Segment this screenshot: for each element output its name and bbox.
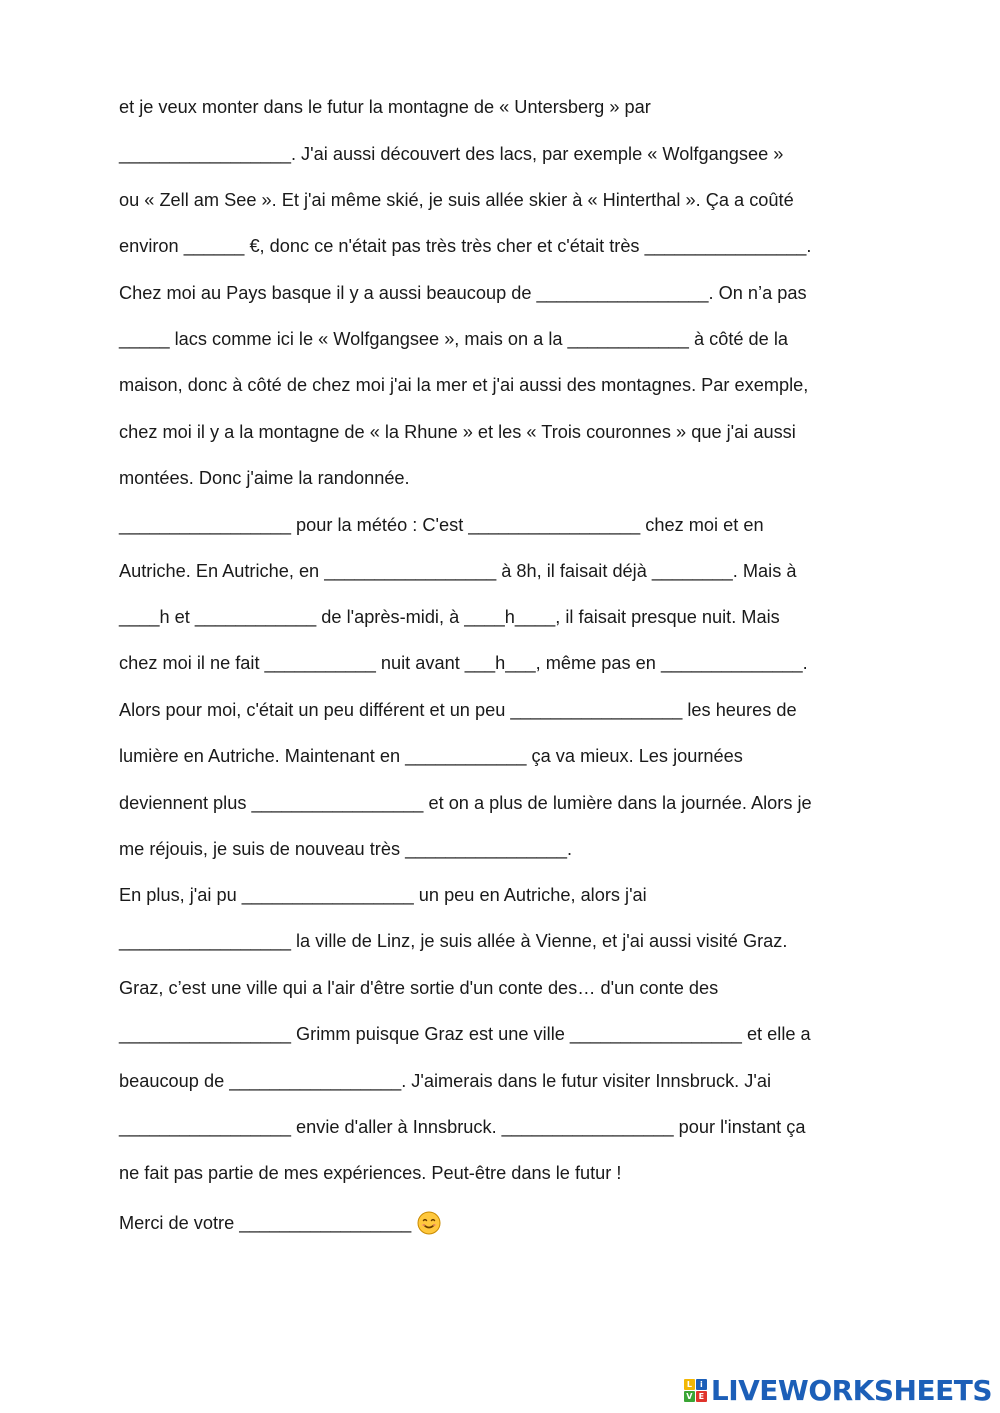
text-line: deviennent plus _________________ et on a plus de lumière dans la journée. Alors je <box>119 793 812 813</box>
text-line: chez moi il y a la montagne de « la Rhune » et les « Trois couronnes » que j'ai aussi <box>119 422 796 442</box>
text-line: me réjouis, je suis de nouveau très ________________. <box>119 839 572 859</box>
text-line: chez moi il ne fait ___________ nuit avant ___h___, même pas en ______________. <box>119 653 808 673</box>
text-line: ne fait pas partie de mes expériences. Peut-être dans le futur ! <box>119 1163 622 1183</box>
text-line: ____h et ____________ de l'après-midi, à ____h____, il faisait presque nuit. Mais <box>119 607 780 627</box>
text-line: _________________ Grimm puisque Graz est une ville _________________ et elle a <box>119 1024 811 1044</box>
text-line: maison, donc à côté de chez moi j'ai la mer et j'ai aussi des montagnes. Par exemple, <box>119 375 809 395</box>
text-line: _________________ pour la météo : C'est _________________ chez moi et en <box>119 515 764 535</box>
text-line: environ ______ €, donc ce n'était pas très très cher et c'était très ________________. <box>119 236 812 256</box>
closing-text: Merci de votre _________________ <box>119 1213 412 1233</box>
text-line: En plus, j'ai pu _________________ un peu en Autriche, alors j'ai <box>119 885 647 905</box>
text-line: Autriche. En Autriche, en _________________ à 8h, il faisait déjà ________. Mais à <box>119 561 797 581</box>
closing-line <box>119 1211 441 1240</box>
text-line: _________________ envie d'aller à Innsbruck. _________________ pour l'instant ça <box>119 1117 806 1137</box>
text-line: Chez moi au Pays basque il y a aussi beaucoup de _________________. On n’a pas <box>119 283 807 303</box>
liveworksheets-logo <box>684 1374 992 1407</box>
text-line: _____ lacs comme ici le « Wolfgangsee », mais on a la ____________ à côté de la <box>119 329 788 349</box>
smiley-icon <box>417 1211 441 1240</box>
text-line: Graz, c’est une ville qui a l'air d'être sortie d'un conte des… d'un conte des <box>119 978 719 998</box>
text-line: montées. Donc j'aime la randonnée. <box>119 468 410 488</box>
text-line: et je veux monter dans le futur la montagne de « Untersberg » par <box>119 97 651 117</box>
text-line: Alors pour moi, c'était un peu différent et un peu _________________ les heures de <box>119 700 797 720</box>
logo-mark-icon: L i V E <box>684 1379 707 1402</box>
text-line: _________________ la ville de Linz, je suis allée à Vienne, et j'ai aussi visité Graz. <box>119 931 788 951</box>
text-line: beaucoup de _________________. J'aimerais dans le futur visiter Innsbruck. J'ai <box>119 1071 772 1091</box>
brand-name: LIVEWORKSHEETS <box>710 1374 992 1407</box>
text-line: ou « Zell am See ». Et j'ai même skié, je suis allée skier à « Hinterthal ». Ça a coûté <box>119 190 794 210</box>
text-line: lumière en Autriche. Maintenant en ____________ ça va mieux. Les journées <box>119 746 743 766</box>
text-line: _________________. J'ai aussi découvert des lacs, par exemple « Wolfgangsee » <box>119 144 784 164</box>
